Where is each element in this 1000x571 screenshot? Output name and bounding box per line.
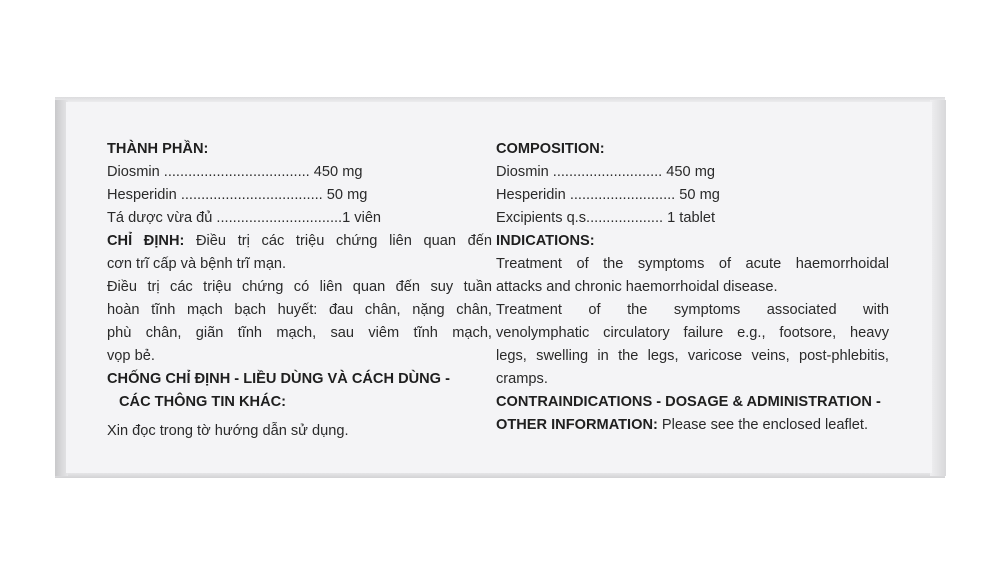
en-composition-row: Hesperidin .......................... 50 mg xyxy=(496,187,720,203)
vn-composition-row: Tá dược vừa đủ ...............................1 viên xyxy=(107,210,382,226)
vn-contra-heading: CÁC THÔNG TIN KHÁC: xyxy=(119,394,287,410)
en-indications-text: Treatment of the symptoms of acute haemorrhoidal xyxy=(496,256,889,272)
en-indications-text: Treatment of the symptoms associated with xyxy=(496,302,889,318)
vn-indications-text: Điều trị các triệu chứng liên quan đến xyxy=(184,233,492,249)
en-contra-heading: OTHER INFORMATION: xyxy=(496,417,658,433)
en-composition-heading: COMPOSITION: xyxy=(496,141,605,157)
vn-indications-text: phù chân, giãn tĩnh mạch, sau viêm tĩnh mạch, xyxy=(107,325,492,341)
en-indications-text: venolymphatic circulatory failure e.g., footsore, heavy xyxy=(496,325,889,341)
vn-indications-text: vọp bẻ. xyxy=(107,348,155,364)
vietnamese-column xyxy=(107,138,492,443)
en-contra-heading: CONTRAINDICATIONS - DOSAGE & ADMINISTRATION - xyxy=(496,394,881,410)
en-composition-row: Excipients q.s................... 1 tablet xyxy=(496,210,715,226)
en-indications-text: legs, swelling in the legs, varicose veins, post-phlebitis, xyxy=(496,348,889,364)
vn-indications-text: cơn trĩ cấp và bệnh trĩ mạn. xyxy=(107,256,287,272)
vn-indications-line xyxy=(107,230,492,253)
box-right-edge xyxy=(930,100,946,476)
vn-indications-text: Điều trị các triệu chứng có liên quan đến suy tuần xyxy=(107,279,492,295)
vn-composition-row: Hesperidin ................................... 50 mg xyxy=(107,187,368,203)
vn-indications-text: hoàn tĩnh mạch bạch huyết: đau chân, nặng chân, xyxy=(107,302,492,318)
en-contra-line xyxy=(496,414,889,437)
en-indications-heading: INDICATIONS: xyxy=(496,233,595,249)
en-indications-text: attacks and chronic haemorrhoidal disease. xyxy=(496,279,778,295)
vn-composition-row: Diosmin .................................... 450 mg xyxy=(107,164,363,180)
vn-contra-heading: CHỐNG CHỈ ĐỊNH - LIỀU DÙNG VÀ CÁCH DÙNG - xyxy=(107,371,450,387)
english-column xyxy=(496,138,889,437)
vn-composition-heading: THÀNH PHẦN: xyxy=(107,141,209,157)
en-composition-row: Diosmin ........................... 450 mg xyxy=(496,164,715,180)
vn-indications-heading: CHỈ ĐỊNH: xyxy=(107,233,185,249)
en-contra-text: Please see the enclosed leaflet. xyxy=(657,417,869,433)
en-indications-text: cramps. xyxy=(496,371,548,387)
vn-contra-text: Xin đọc trong tờ hướng dẫn sử dụng. xyxy=(107,423,349,439)
